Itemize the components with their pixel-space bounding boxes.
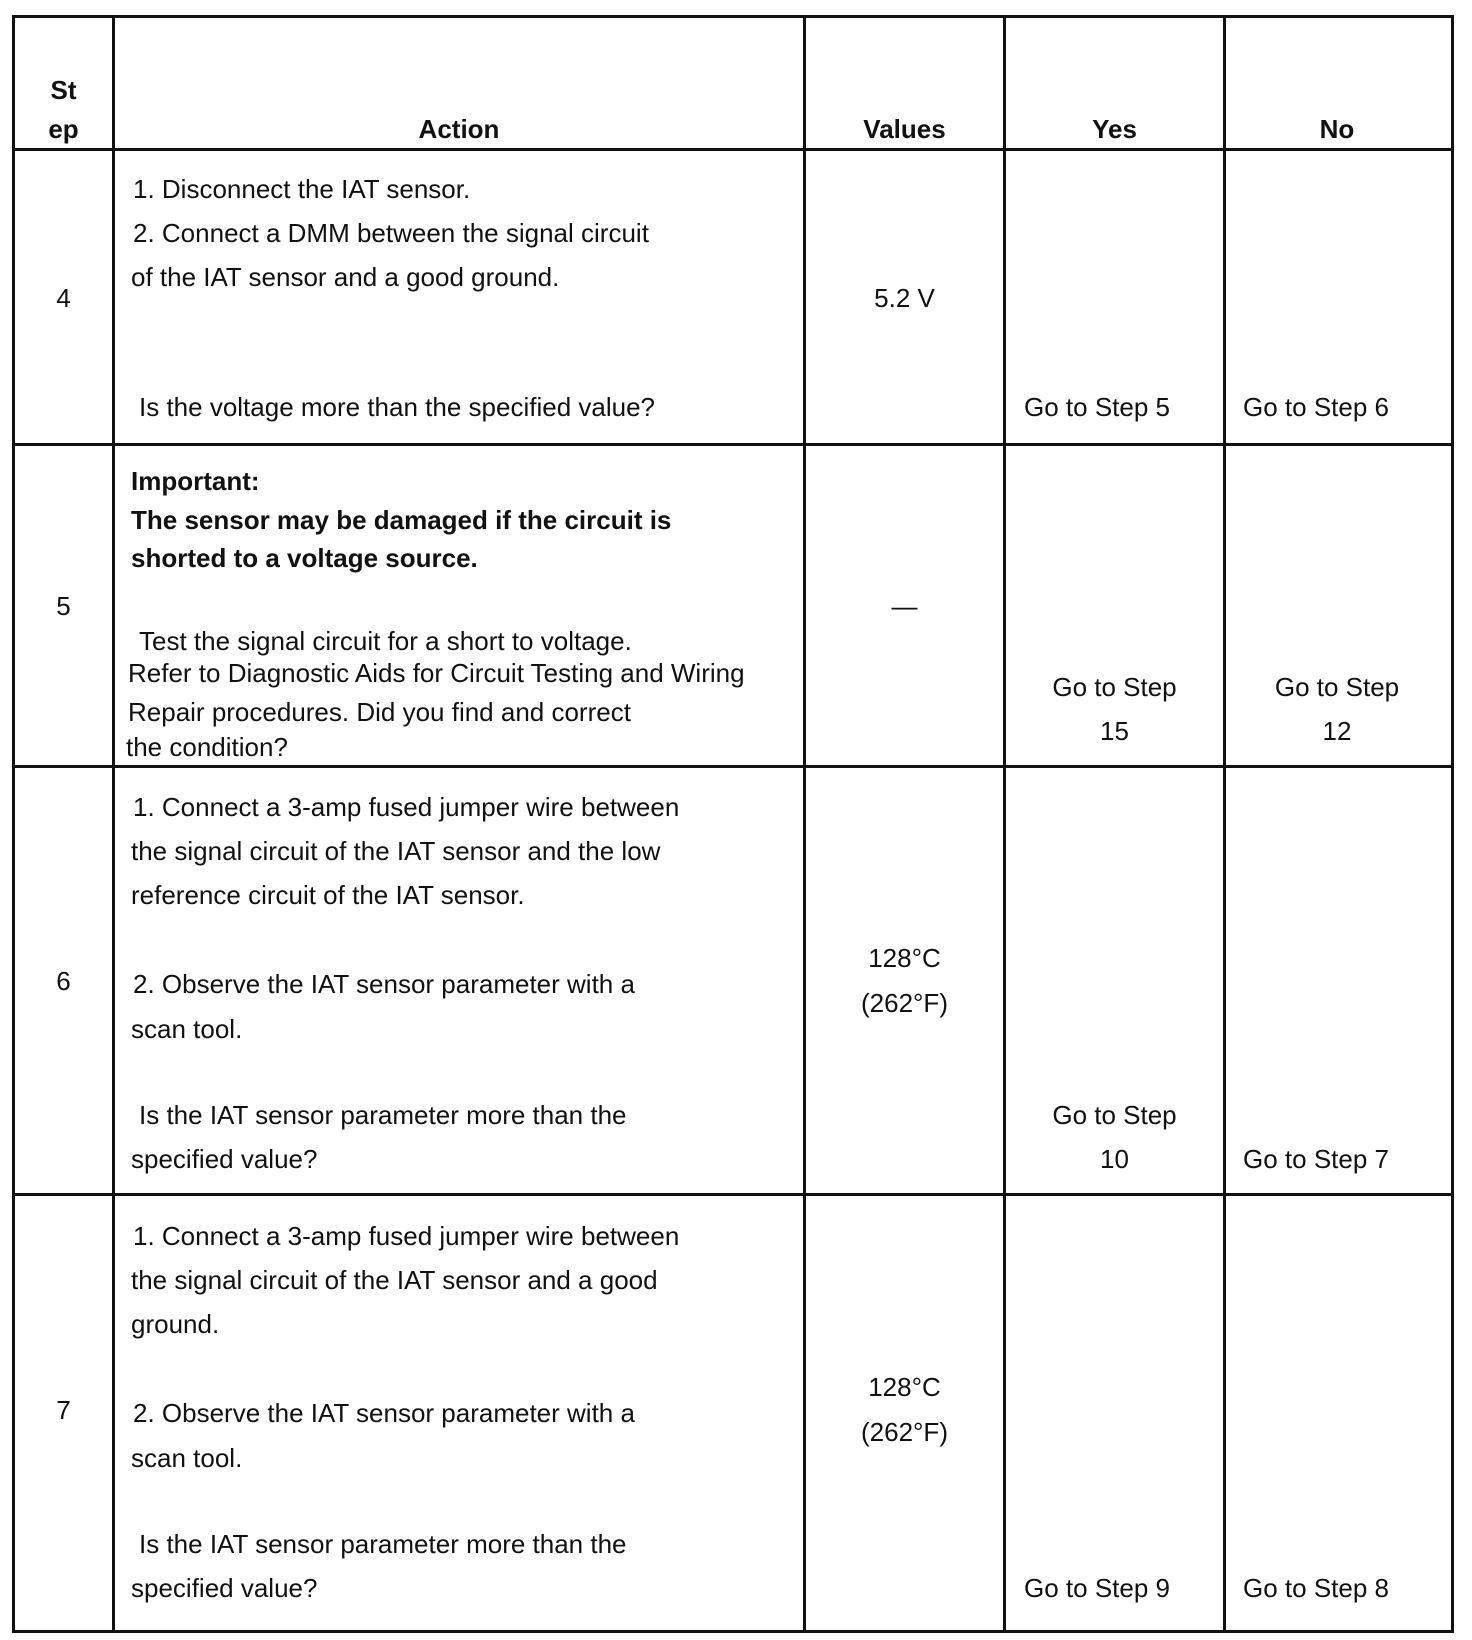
action-line: 2. Connect a DMM between the signal circuit: [133, 218, 649, 248]
header-action: Action: [418, 114, 500, 144]
step-number: 6: [56, 966, 71, 996]
no-cell: Go to Step 8: [1243, 1573, 1389, 1603]
step-number: 5: [56, 591, 71, 621]
row-divider: [12, 443, 1454, 446]
action-line: Repair procedures. Did you find and correct: [128, 697, 631, 727]
action-line: the signal circuit of the IAT sensor and a good: [131, 1265, 658, 1295]
row-divider: [12, 765, 1454, 768]
action-question: specified value?: [131, 1144, 318, 1174]
action-line: of the IAT sensor and a good ground.: [131, 262, 560, 292]
no-cell: Go to Step: [1274, 672, 1400, 702]
important-label: Important:: [131, 466, 260, 496]
yes-cell: 15: [1100, 716, 1129, 746]
yes-cell: Go to Step: [1052, 672, 1177, 702]
header-no: No: [1319, 114, 1355, 144]
step-number: 7: [56, 1395, 71, 1425]
diagnostic-table: [12, 15, 1454, 1633]
no-cell: Go to Step 6: [1243, 392, 1389, 422]
no-cell: 12: [1322, 716, 1352, 746]
header-step-line2: ep: [48, 114, 79, 144]
action-line: 2. Observe the IAT sensor parameter with a: [133, 1398, 635, 1428]
value-cell: —: [891, 591, 918, 621]
yes-cell: Go to Step 9: [1024, 1573, 1170, 1603]
action-question: specified value?: [131, 1573, 318, 1603]
value-cell: 128°C: [868, 1372, 941, 1402]
value-cell: 128°C: [868, 943, 941, 973]
important-note: shorted to a voltage source.: [131, 543, 478, 573]
action-line: reference circuit of the IAT sensor.: [131, 880, 525, 910]
no-cell: Go to Step 7: [1243, 1144, 1389, 1174]
value-cell: (262°F): [861, 1417, 948, 1447]
column-divider: [1003, 15, 1006, 1633]
action-line: 2. Observe the IAT sensor parameter with a: [133, 969, 635, 999]
yes-cell: Go to Step: [1052, 1100, 1177, 1130]
action-line: 1. Connect a 3-amp fused jumper wire between: [133, 1221, 680, 1251]
action-question: Is the voltage more than the specified value?: [139, 392, 655, 422]
action-line: scan tool.: [131, 1014, 243, 1044]
action-line: Test the signal circuit for a short to voltage.: [139, 626, 632, 656]
action-line: Refer to Diagnostic Aids for Circuit Testing and Wiring: [128, 658, 745, 688]
action-line: scan tool.: [131, 1443, 243, 1473]
step-number: 4: [56, 283, 71, 313]
action-line: ground.: [131, 1309, 220, 1339]
important-note: The sensor may be damaged if the circuit is: [131, 505, 672, 535]
yes-cell: Go to Step 5: [1024, 392, 1170, 422]
yes-cell: 10: [1100, 1144, 1129, 1174]
row-divider: [12, 148, 1454, 151]
row-divider: [12, 1193, 1454, 1196]
action-question: the condition?: [126, 732, 288, 762]
action-line: the signal circuit of the IAT sensor and the low: [131, 836, 661, 866]
column-divider: [1223, 15, 1226, 1633]
column-divider: [112, 15, 115, 1633]
action-line: 1. Disconnect the IAT sensor.: [133, 174, 471, 204]
value-cell: 5.2 V: [874, 283, 935, 313]
value-cell: (262°F): [861, 988, 948, 1018]
header-values: Values: [863, 114, 946, 144]
header-yes: Yes: [1092, 114, 1137, 144]
header-step-line1: St: [50, 75, 77, 105]
action-question: Is the IAT sensor parameter more than the: [139, 1529, 627, 1559]
action-line: 1. Connect a 3-amp fused jumper wire between: [133, 792, 680, 822]
action-question: Is the IAT sensor parameter more than the: [139, 1100, 627, 1130]
